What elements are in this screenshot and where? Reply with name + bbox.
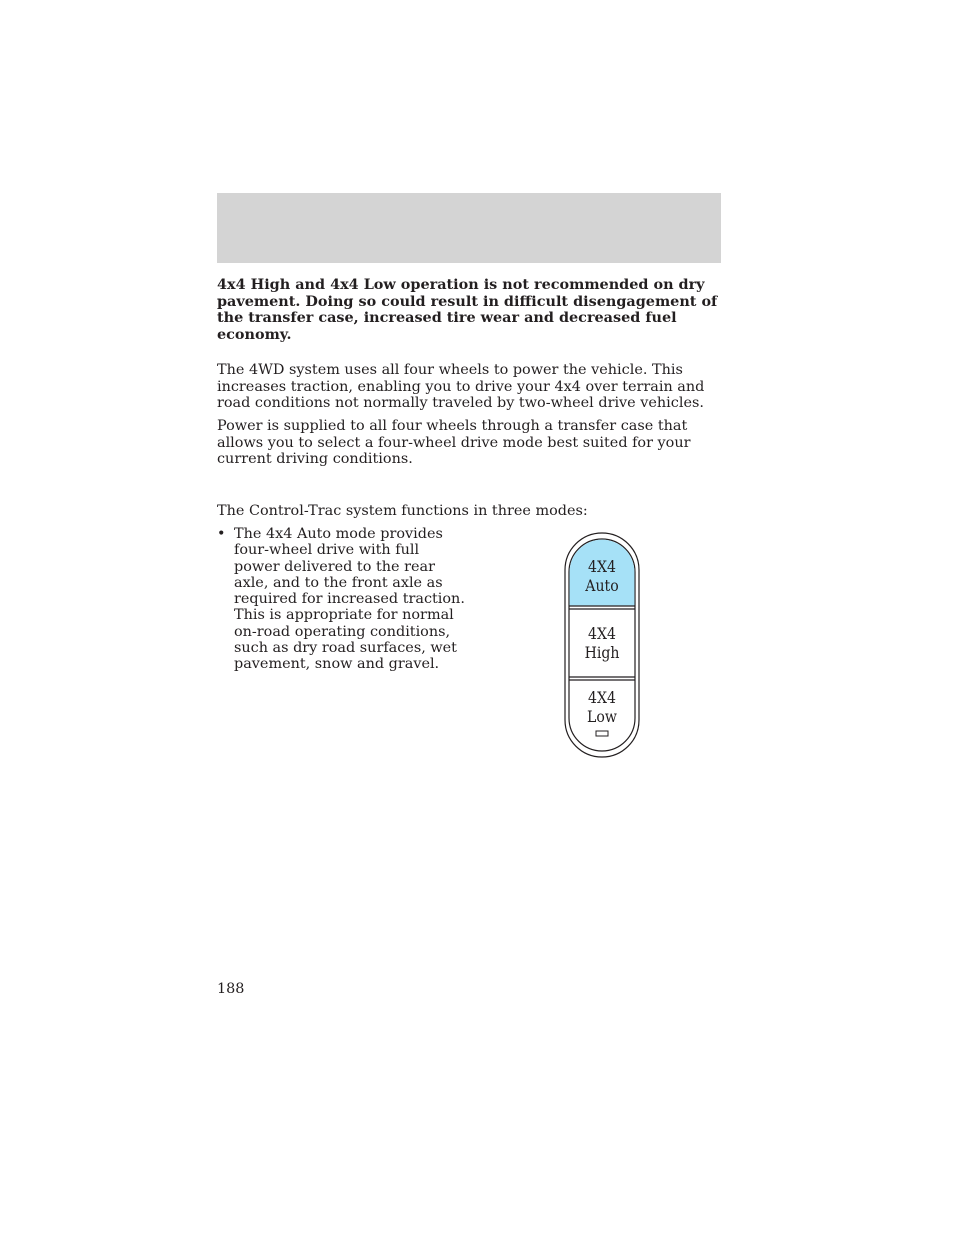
body-paragraph: The Control-Trac system functions in three modes:	[217, 503, 588, 519]
bullet-icon: •	[217, 526, 226, 542]
body-paragraph: Power is supplied to all four wheels through a transfer case that allows you to select a four-wheel drive mode best suited for your current driving conditions.	[217, 418, 691, 467]
switch-label-auto: 4X4 Auto	[585, 557, 619, 595]
section-header-band	[217, 193, 721, 263]
bullet-list-item	[217, 526, 467, 673]
low-indicator-lamp	[596, 731, 608, 736]
switch-label-high: 4X4 High	[584, 624, 620, 662]
page-number: 188	[217, 981, 245, 997]
switch-label-low: 4X4 Low	[587, 688, 617, 726]
bullet-text: The 4x4 Auto mode provides four-wheel drive with full power delivered to the rear axle, and to the front axle as required for increased traction. This is appropriate for normal on-road operating conditions, such as dry road surfaces, wet pavement, snow and gravel.	[234, 526, 465, 673]
warning-text: 4x4 High and 4x4 Low operation is not recommended on dry pavement. Doing so could result in difficult disengagement of the transfer case, increased tire wear and decreased fuel economy.	[217, 276, 718, 343]
body-paragraph: The 4WD system uses all four wheels to power the vehicle. This increases traction, enabling you to drive your 4x4 over terrain and road conditions not normally traveled by two-wheel drive vehicles.	[217, 362, 705, 411]
